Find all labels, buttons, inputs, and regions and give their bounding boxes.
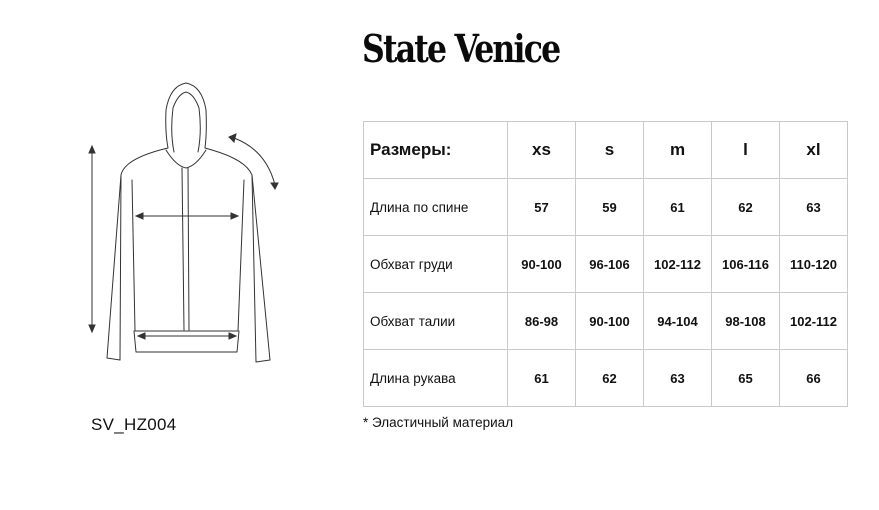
cell-value: 61 xyxy=(644,179,712,236)
product-sku: SV_HZ004 xyxy=(91,415,177,434)
cell-value: 94-104 xyxy=(644,293,712,350)
cell-value: 63 xyxy=(780,179,848,236)
cell-value: 63 xyxy=(644,350,712,407)
size-chart-table xyxy=(363,121,848,407)
cell-value: 96-106 xyxy=(576,236,644,293)
row-label-back-length: Длина по спине xyxy=(364,179,508,236)
material-note: * Эластичный материал xyxy=(363,415,514,430)
size-m: m xyxy=(644,122,712,179)
cell-value: 102-112 xyxy=(780,293,848,350)
cell-value: 66 xyxy=(780,350,848,407)
size-xl: xl xyxy=(780,122,848,179)
cell-value: 90-100 xyxy=(576,293,644,350)
cell-value: 65 xyxy=(712,350,780,407)
cell-value: 57 xyxy=(508,179,576,236)
size-header-row xyxy=(364,122,848,179)
header-label: Размеры: xyxy=(364,122,508,179)
cell-value: 61 xyxy=(508,350,576,407)
cell-value: 90-100 xyxy=(508,236,576,293)
brand-logo: State Venice xyxy=(362,26,560,71)
table-row xyxy=(364,236,848,293)
cell-value: 62 xyxy=(712,179,780,236)
size-l: l xyxy=(712,122,780,179)
table-row xyxy=(364,350,848,407)
row-label-sleeve: Длина рукава xyxy=(364,350,508,407)
cell-value: 106-116 xyxy=(712,236,780,293)
hoodie-sketch-icon xyxy=(80,80,290,370)
cell-value: 86-98 xyxy=(508,293,576,350)
cell-value: 62 xyxy=(576,350,644,407)
size-xs: xs xyxy=(508,122,576,179)
row-label-chest: Обхват груди xyxy=(364,236,508,293)
table-row xyxy=(364,293,848,350)
cell-value: 110-120 xyxy=(780,236,848,293)
row-label-waist: Обхват талии xyxy=(364,293,508,350)
table-row xyxy=(364,179,848,236)
size-s: s xyxy=(576,122,644,179)
cell-value: 102-112 xyxy=(644,236,712,293)
cell-value: 59 xyxy=(576,179,644,236)
cell-value: 98-108 xyxy=(712,293,780,350)
